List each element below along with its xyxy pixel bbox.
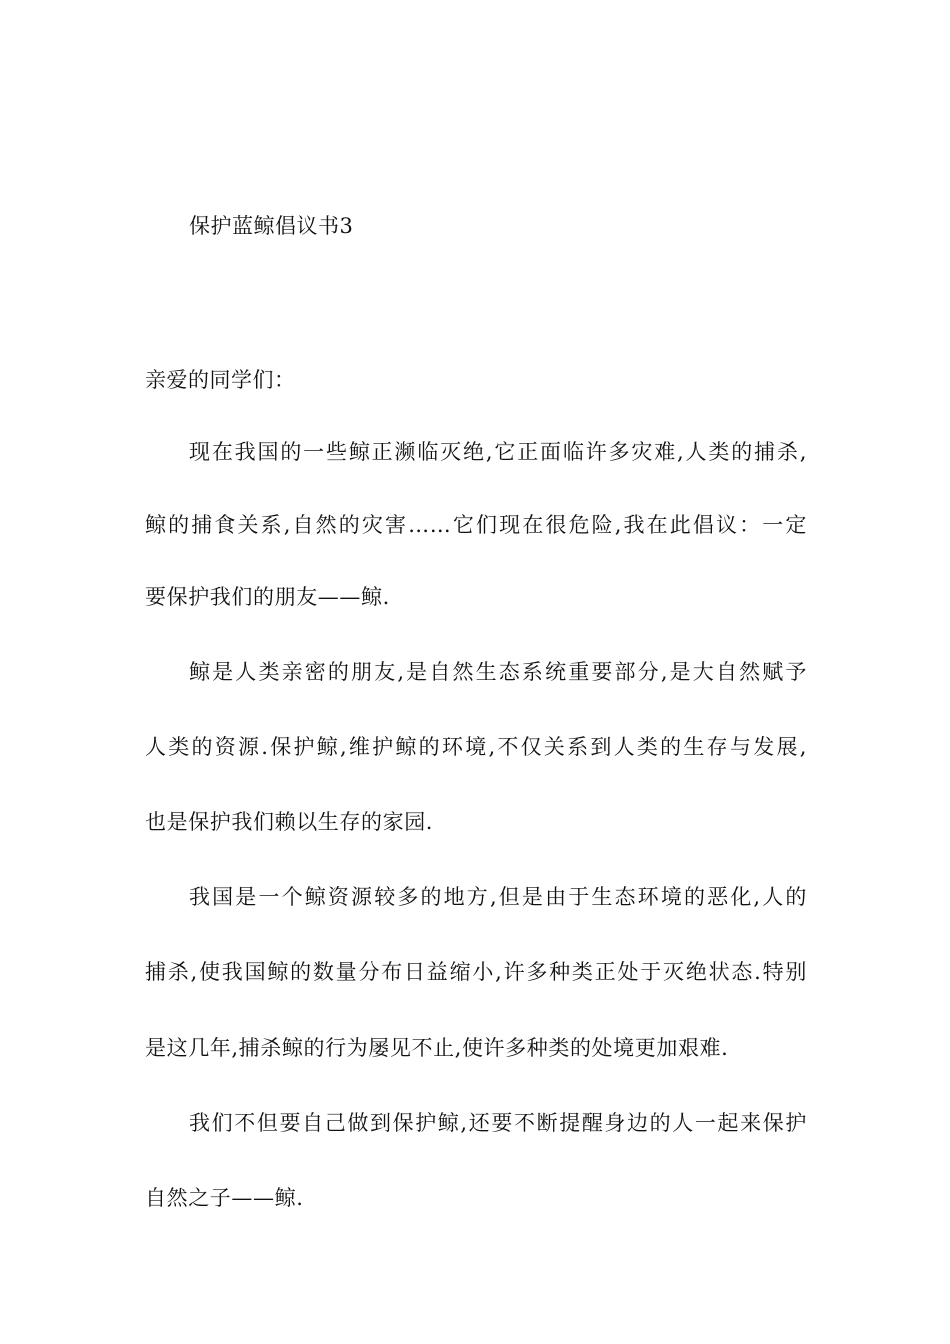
paragraph-3-line-3: 是这几年,捕杀鲸的行为屡见不止,使许多种类的处境更加艰难. — [145, 1036, 729, 1060]
paragraph-1-line-3: 要保护我们的朋友——鲸. — [145, 585, 390, 609]
paragraph-2-line-3: 也是保护我们赖以生存的家园. — [145, 810, 434, 834]
salutation: 亲爱的同学们： — [145, 368, 296, 392]
paragraph-3-line-2: 捕杀,使我国鲸的数量分布日益缩小,许多种类正处于灭绝状态.特别 — [145, 960, 807, 984]
document-title: 保护蓝鲸倡议书3 — [189, 214, 354, 238]
paragraph-4-line-2: 自然之子——鲸. — [145, 1186, 304, 1210]
paragraph-1-line-1: 现在我国的一些鲸正濒临灭绝,它正面临许多灾难,人类的捕杀, — [189, 440, 807, 464]
paragraph-2-line-1: 鲸是人类亲密的朋友,是自然生态系统重要部分,是大自然赋予 — [189, 660, 807, 684]
paragraph-3-line-1: 我国是一个鲸资源较多的地方,但是由于生态环境的恶化,人的 — [189, 885, 807, 909]
paragraph-1-line-2: 鲸的捕食关系,自然的灾害……它们现在很危险,我在此倡议：一定 — [145, 513, 807, 537]
paragraph-4-line-1: 我们不但要自己做到保护鲸,还要不断提醒身边的人一起来保护 — [189, 1111, 807, 1135]
paragraph-2-line-2: 人类的资源.保护鲸,维护鲸的环境,不仅关系到人类的生存与发展, — [145, 735, 807, 759]
